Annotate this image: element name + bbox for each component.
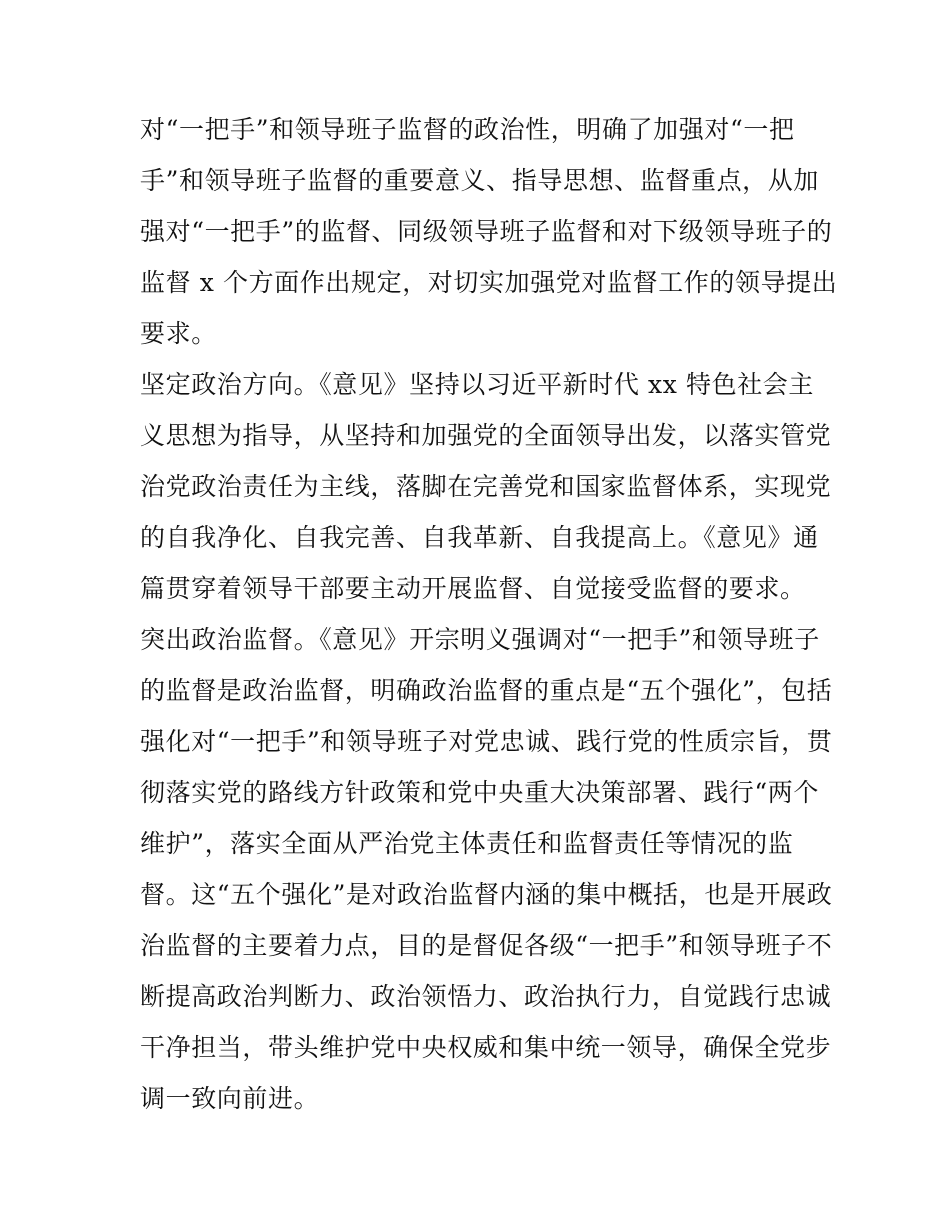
- text-line: 强化对“一把手”和领导班子对党忠诚、践行党的性质宗旨，贯: [140, 727, 833, 756]
- text-line: 篇贯穿着领导干部要主动开展监督、自觉接受监督的要求。: [140, 574, 806, 603]
- text-line: 的监督是政治监督，明确政治监督的重点是“五个强化”，包括: [140, 676, 833, 705]
- text-line: 调一致向前进。: [140, 1084, 320, 1113]
- text-line: 维护”，落实全面从严治党主体责任和监督责任等情况的监: [140, 829, 794, 858]
- text-line: 治监督的主要着力点，目的是督促各级“一把手”和领导班子不: [140, 931, 833, 960]
- text-line: 手”和领导班子监督的重要意义、指导思想、监督重点，从加: [140, 166, 819, 195]
- text-line: 强对“一把手”的监督、同级领导班子监督和对下级领导班子的: [140, 217, 833, 246]
- text-line: 突出政治监督。《意见》开宗明义强调对“一把手”和领导班子: [140, 625, 820, 654]
- text-line: 督。这“五个强化”是对政治监督内涵的集中概括，也是开展政: [140, 880, 833, 909]
- text-line: 坚定政治方向。《意见》坚持以习近平新时代 xx 特色社会主: [140, 370, 814, 399]
- text-line: 的自我净化、自我完善、自我革新、自我提高上。《意见》通: [140, 523, 819, 552]
- text-line: 要求。: [140, 319, 217, 348]
- text-line: 义思想为指导，从坚持和加强党的全面领导出发，以落实管党: [140, 421, 832, 450]
- body-text: [140, 104, 838, 1124]
- text-line: 监督 x 个方面作出规定，对切实加强党对监督工作的领导提出: [140, 268, 838, 297]
- text-line: 治党政治责任为主线，落脚在完善党和国家监督体系，实现党: [140, 472, 832, 501]
- text-line: 彻落实党的路线方针政策和党中央重大决策部署、践行“两个: [140, 778, 819, 807]
- text-line: 干净担当，带头维护党中央权威和集中统一领导，确保全党步: [140, 1033, 832, 1062]
- text-line: 对“一把手”和领导班子监督的政治性，明确了加强对“一把: [140, 115, 795, 144]
- text-line: 断提高政治判断力、政治领悟力、政治执行力，自觉践行忠诚: [140, 982, 832, 1011]
